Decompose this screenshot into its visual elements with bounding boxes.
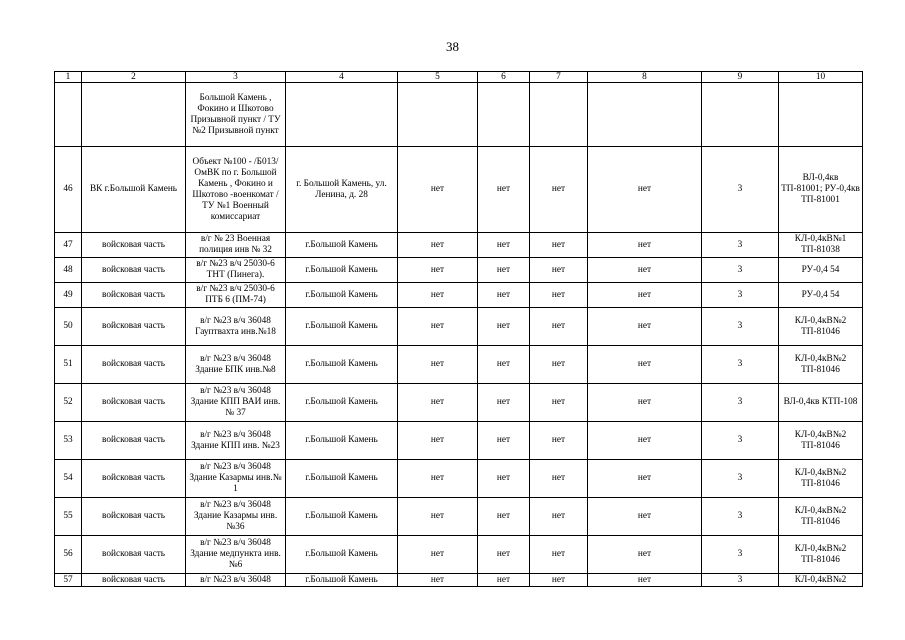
cell-text: 3	[737, 549, 743, 559]
table-cell-col-4	[286, 147, 398, 233]
table-cell-col-9	[702, 536, 779, 574]
table-cell-col-10	[779, 233, 863, 258]
cell-text: 56	[63, 549, 73, 559]
table-cell-col-2	[82, 422, 186, 460]
column-header: 1	[55, 72, 82, 83]
table-cell-col-6	[478, 346, 530, 384]
document-table	[54, 71, 863, 587]
cell-text: войсковая часть	[102, 321, 165, 331]
cell-text: нет	[551, 574, 566, 585]
cell-text: 47	[63, 239, 73, 250]
page-number: 38	[446, 39, 459, 54]
table-cell-col-8	[588, 83, 702, 147]
cell-text: 3	[737, 435, 743, 445]
table-row	[55, 308, 863, 346]
table-row	[55, 498, 863, 536]
table-cell-col-5	[398, 346, 478, 384]
table-cell-col-4	[286, 283, 398, 308]
table-cell-col-5	[398, 422, 478, 460]
cell-text: в/г №23 в/ч 36048 Здание Казармы инв.№ 1	[189, 462, 282, 494]
table-cell-col-6	[478, 233, 530, 258]
cell-text: нет	[430, 321, 445, 331]
cell-text: 50	[63, 321, 73, 331]
cell-text: нет	[637, 359, 652, 369]
table-cell-col-9	[702, 346, 779, 384]
table-cell-col-8	[588, 422, 702, 460]
cell-text: 3	[737, 511, 743, 521]
cell-text: г.Большой Камень	[305, 359, 378, 369]
table-cell-col-1	[55, 574, 82, 587]
table-cell-col-1	[55, 384, 82, 422]
table-cell-col-3	[186, 346, 286, 384]
cell-text: нет	[430, 549, 445, 559]
table-cell-col-4	[286, 233, 398, 258]
table-cell-col-7	[530, 258, 588, 283]
table-cell-col-3	[186, 384, 286, 422]
cell-text: 3	[737, 397, 743, 407]
table-cell-col-2	[82, 346, 186, 384]
table-row	[55, 346, 863, 384]
table-cell-col-6	[478, 258, 530, 283]
table-cell-col-7	[530, 308, 588, 346]
cell-text: КЛ-0,4кВ№2 ТП-81046	[794, 505, 847, 527]
table-cell-col-10	[779, 574, 863, 587]
cell-text: 52	[63, 397, 73, 407]
column-header: 9	[702, 72, 779, 83]
table-cell-col-8	[588, 308, 702, 346]
table-cell-col-2	[82, 283, 186, 308]
cell-text: Объект №100 - /Б013/ ОмВК по г. Большой Камень , Фокино и Шкотово -военкомат / ТУ №1 Военный комиссариат	[192, 156, 279, 222]
cell-text: нет	[496, 239, 511, 250]
table-cell-col-5	[398, 83, 478, 147]
column-header: 7	[530, 72, 588, 83]
table-row	[55, 258, 863, 283]
column-header: 2	[82, 72, 186, 83]
cell-text: в/г №23 в/ч 25030-6 ТНТ (Пинега).	[196, 259, 275, 280]
table-cell-col-5	[398, 498, 478, 536]
cell-text: нет	[496, 549, 511, 559]
cell-text: в/г №23 в/ч 36048 Гауптвахта инв.№18	[195, 315, 276, 337]
cell-text: войсковая часть	[102, 473, 165, 483]
table-cell-col-7	[530, 283, 588, 308]
table-cell-col-9	[702, 233, 779, 258]
cell-text: 48	[63, 264, 73, 275]
cell-text: РУ-0,4 54	[801, 289, 840, 300]
table-cell-col-4	[286, 83, 398, 147]
cell-text: войсковая часть	[102, 549, 165, 559]
table-cell-col-5	[398, 308, 478, 346]
cell-text: г.Большой Камень	[305, 511, 378, 521]
table-cell-col-1	[55, 283, 82, 308]
table-cell-col-4	[286, 308, 398, 346]
table-cell-col-9	[702, 258, 779, 283]
table-cell-col-4	[286, 346, 398, 384]
column-header: 4	[286, 72, 398, 83]
table-cell-col-3	[186, 574, 286, 587]
table-row	[55, 283, 863, 308]
table-cell-col-8	[588, 460, 702, 498]
table-cell-col-4	[286, 574, 398, 587]
table-cell-col-2	[82, 258, 186, 283]
table-cell-col-7	[530, 536, 588, 574]
table-cell-col-6	[478, 384, 530, 422]
cell-text: нет	[551, 359, 566, 369]
cell-text: 3	[737, 289, 743, 300]
cell-text: 3	[737, 264, 743, 275]
column-header: 8	[588, 72, 702, 83]
cell-text: нет	[430, 435, 445, 445]
table-cell-col-9	[702, 460, 779, 498]
cell-text: войсковая часть	[102, 435, 165, 445]
table-cell-col-2	[82, 308, 186, 346]
cell-text: войсковая часть	[102, 397, 165, 407]
table-cell-col-8	[588, 147, 702, 233]
table-cell-col-8	[588, 498, 702, 536]
table-cell-col-10	[779, 258, 863, 283]
table-cell-col-8	[588, 258, 702, 283]
table-cell-col-7	[530, 233, 588, 258]
cell-text: нет	[637, 289, 652, 300]
cell-text: г.Большой Камень	[305, 289, 378, 300]
cell-text: нет	[496, 397, 511, 407]
cell-text: 3	[737, 239, 743, 250]
table-cell-col-10	[779, 83, 863, 147]
cell-text: КЛ-0,4кВ№2	[794, 574, 847, 585]
table-cell-col-7	[530, 83, 588, 147]
cell-text: КЛ-0,4кВ№2 ТП-81046	[794, 315, 847, 337]
table-row	[55, 147, 863, 233]
cell-text: 3	[737, 359, 743, 369]
cell-text: 3	[737, 321, 743, 331]
table-cell-col-9	[702, 422, 779, 460]
table-row	[55, 460, 863, 498]
table-cell-col-7	[530, 498, 588, 536]
cell-text: нет	[430, 511, 445, 521]
table-cell-col-2	[82, 384, 186, 422]
cell-text: нет	[637, 239, 652, 250]
cell-text: нет	[551, 473, 566, 483]
cell-text: войсковая часть	[102, 264, 165, 275]
table-cell-col-1	[55, 258, 82, 283]
cell-text: 3	[737, 184, 743, 194]
table-cell-col-8	[588, 346, 702, 384]
cell-text: войсковая часть	[102, 574, 165, 585]
table-cell-col-1	[55, 460, 82, 498]
table-cell-col-3	[186, 422, 286, 460]
column-header: 3	[186, 72, 286, 83]
cell-text: нет	[637, 435, 652, 445]
table-cell-col-1	[55, 233, 82, 258]
table-cell-col-9	[702, 308, 779, 346]
table-cell-col-5	[398, 460, 478, 498]
table-cell-col-2	[82, 83, 186, 147]
table-cell-col-1	[55, 308, 82, 346]
cell-text: г.Большой Камень	[305, 397, 378, 407]
column-header: 6	[478, 72, 530, 83]
cell-text: нет	[496, 289, 511, 300]
table-cell-col-6	[478, 536, 530, 574]
table-cell-col-9	[702, 83, 779, 147]
cell-text: 55	[63, 511, 73, 521]
table-cell-col-6	[478, 83, 530, 147]
table-cell-col-10	[779, 536, 863, 574]
table-cell-col-1	[55, 498, 82, 536]
cell-text: нет	[430, 289, 445, 300]
cell-text: нет	[551, 239, 566, 250]
table-cell-col-9	[702, 283, 779, 308]
cell-text: 57	[63, 574, 73, 585]
table-cell-col-7	[530, 384, 588, 422]
cell-text: в/г №23 в/ч 36048 Здание КПП инв. №23	[191, 429, 280, 451]
table-cell-col-5	[398, 233, 478, 258]
table-cell-col-3	[186, 83, 286, 147]
cell-text: нет	[496, 511, 511, 521]
cell-text: войсковая часть	[102, 511, 165, 521]
cell-text: нет	[551, 435, 566, 445]
table-cell-col-10	[779, 498, 863, 536]
table-cell-col-8	[588, 283, 702, 308]
cell-text: нет	[430, 397, 445, 407]
table-cell-col-3	[186, 283, 286, 308]
cell-text: г. Большой Камень, ул. Ленина, д. 28	[296, 178, 387, 200]
column-header: 5	[398, 72, 478, 83]
cell-text: г.Большой Камень	[305, 435, 378, 445]
table-cell-col-7	[530, 574, 588, 587]
table-cell-col-3	[186, 233, 286, 258]
table-cell-col-9	[702, 498, 779, 536]
cell-text: КЛ-0,4кВ№1 ТП-81038	[794, 234, 847, 255]
cell-text: нет	[496, 574, 511, 585]
table-cell-col-7	[530, 147, 588, 233]
table-cell-col-3	[186, 308, 286, 346]
cell-text: нет	[430, 184, 445, 194]
table-cell-col-6	[478, 147, 530, 233]
table-cell-col-8	[588, 233, 702, 258]
table-header-row	[55, 72, 863, 83]
cell-text: 53	[63, 435, 73, 445]
cell-text: нет	[496, 264, 511, 275]
cell-text: г.Большой Камень	[305, 239, 378, 250]
cell-text: 3	[737, 473, 743, 483]
column-header: 10	[779, 72, 863, 83]
table-cell-col-4	[286, 536, 398, 574]
table-cell-col-8	[588, 384, 702, 422]
table-row	[55, 83, 863, 147]
table-cell-col-10	[779, 422, 863, 460]
table-row	[55, 574, 863, 587]
cell-text: нет	[430, 574, 445, 585]
table-cell-col-1	[55, 536, 82, 574]
cell-text: нет	[551, 511, 566, 521]
cell-text: нет	[496, 184, 511, 194]
table-cell-col-9	[702, 574, 779, 587]
cell-text: нет	[430, 239, 445, 250]
cell-text: войсковая часть	[102, 289, 165, 300]
cell-text: 54	[63, 473, 73, 483]
cell-text: нет	[496, 435, 511, 445]
cell-text: в/г №23 в/ч 36048 Здание БПК инв.№8	[195, 353, 276, 375]
table-row	[55, 536, 863, 574]
table-cell-col-6	[478, 498, 530, 536]
table-cell-col-3	[186, 498, 286, 536]
cell-text: 49	[63, 289, 73, 300]
table-cell-col-2	[82, 233, 186, 258]
cell-text: в/г №23 в/ч 36048 Здание КПП ВАИ инв. № 37	[190, 386, 281, 418]
table-cell-col-6	[478, 574, 530, 587]
cell-text: 3	[737, 574, 743, 585]
table-cell-col-1	[55, 422, 82, 460]
cell-text: нет	[551, 264, 566, 275]
table-cell-col-4	[286, 498, 398, 536]
table-cell-col-4	[286, 422, 398, 460]
cell-text: нет	[637, 397, 652, 407]
cell-text: нет	[551, 184, 566, 194]
table-cell-col-2	[82, 574, 186, 587]
cell-text: г.Большой Камень	[305, 264, 378, 275]
table-cell-col-8	[588, 536, 702, 574]
table-cell-col-5	[398, 283, 478, 308]
table-cell-col-3	[186, 536, 286, 574]
cell-text: 46	[63, 184, 73, 194]
cell-text: нет	[637, 264, 652, 275]
cell-text: нет	[496, 473, 511, 483]
table-cell-col-5	[398, 574, 478, 587]
cell-text: нет	[637, 511, 652, 521]
table-cell-col-3	[186, 258, 286, 283]
cell-text: в/г №23 в/ч 36048	[200, 574, 271, 585]
cell-text: нет	[551, 397, 566, 407]
table-cell-col-2	[82, 460, 186, 498]
cell-text: в/г №23 в/ч 25030-6 ПТБ 6 (ПМ-74)	[196, 284, 275, 305]
cell-text: ВЛ-0,4кв ТП-81001; РУ-0,4кв ТП-81001	[781, 173, 860, 205]
cell-text: нет	[496, 321, 511, 331]
cell-text: КЛ-0,4кВ№2 ТП-81046	[794, 467, 847, 489]
cell-text: г.Большой Камень	[305, 321, 378, 331]
cell-text: КЛ-0,4кВ№2 ТП-81046	[794, 543, 847, 565]
table-cell-col-6	[478, 283, 530, 308]
table-cell-col-5	[398, 536, 478, 574]
cell-text: нет	[551, 289, 566, 300]
cell-text: в/г № 23 Военная полиция инв № 32	[199, 234, 272, 255]
cell-text: нет	[551, 549, 566, 559]
cell-text: нет	[430, 473, 445, 483]
table-cell-col-3	[186, 460, 286, 498]
table-cell-col-4	[286, 384, 398, 422]
table-cell-col-5	[398, 384, 478, 422]
cell-text: нет	[637, 321, 652, 331]
table-cell-col-10	[779, 460, 863, 498]
cell-text: нет	[637, 473, 652, 483]
cell-text: КЛ-0,4кВ№2 ТП-81046	[794, 429, 847, 451]
table-cell-col-9	[702, 147, 779, 233]
table-cell-col-2	[82, 498, 186, 536]
table-cell-col-4	[286, 258, 398, 283]
table-cell-col-10	[779, 308, 863, 346]
cell-text: нет	[496, 359, 511, 369]
cell-text: нет	[637, 574, 652, 585]
table-cell-col-2	[82, 536, 186, 574]
cell-text: ВЛ-0,4кв КТП-108	[783, 397, 858, 407]
table-cell-col-3	[186, 147, 286, 233]
cell-text: войсковая часть	[102, 359, 165, 369]
cell-text: КЛ-0,4кВ№2 ТП-81046	[794, 353, 847, 375]
table-cell-col-1	[55, 147, 82, 233]
cell-text: нет	[430, 264, 445, 275]
table-row	[55, 422, 863, 460]
table-cell-col-5	[398, 147, 478, 233]
table-cell-col-1	[55, 83, 82, 147]
table-cell-col-9	[702, 384, 779, 422]
table-cell-col-10	[779, 346, 863, 384]
table-cell-col-6	[478, 460, 530, 498]
cell-text: нет	[430, 359, 445, 369]
table-cell-col-5	[398, 258, 478, 283]
table-cell-col-10	[779, 147, 863, 233]
cell-text: ВК г.Большой Камень	[89, 184, 178, 194]
cell-text: РУ-0,4 54	[801, 264, 840, 275]
cell-text: Большой Камень , Фокино и Шкотово Призывной пункт / ТУ №2 Призывной пункт	[190, 92, 281, 136]
cell-text: г.Большой Камень	[305, 574, 378, 585]
table-cell-col-10	[779, 384, 863, 422]
cell-text: 51	[63, 359, 73, 369]
cell-text: г.Большой Камень	[305, 473, 378, 483]
table-cell-col-8	[588, 574, 702, 587]
cell-text: в/г №23 в/ч 36048 Здание Казармы инв.№36	[193, 500, 278, 532]
cell-text: нет	[551, 321, 566, 331]
table-cell-col-7	[530, 422, 588, 460]
table-cell-col-2	[82, 147, 186, 233]
cell-text: г.Большой Камень	[305, 549, 378, 559]
cell-text: нет	[637, 184, 652, 194]
table-cell-col-6	[478, 308, 530, 346]
cell-text: в/г №23 в/ч 36048 Здание медпункта инв.№6	[190, 538, 281, 570]
table-cell-col-10	[779, 283, 863, 308]
table-row	[55, 384, 863, 422]
table-cell-col-1	[55, 346, 82, 384]
table-cell-col-4	[286, 460, 398, 498]
cell-text: войсковая часть	[102, 239, 165, 250]
table-cell-col-6	[478, 422, 530, 460]
table-row	[55, 233, 863, 258]
table-cell-col-7	[530, 460, 588, 498]
table-cell-col-7	[530, 346, 588, 384]
cell-text: нет	[637, 549, 652, 559]
